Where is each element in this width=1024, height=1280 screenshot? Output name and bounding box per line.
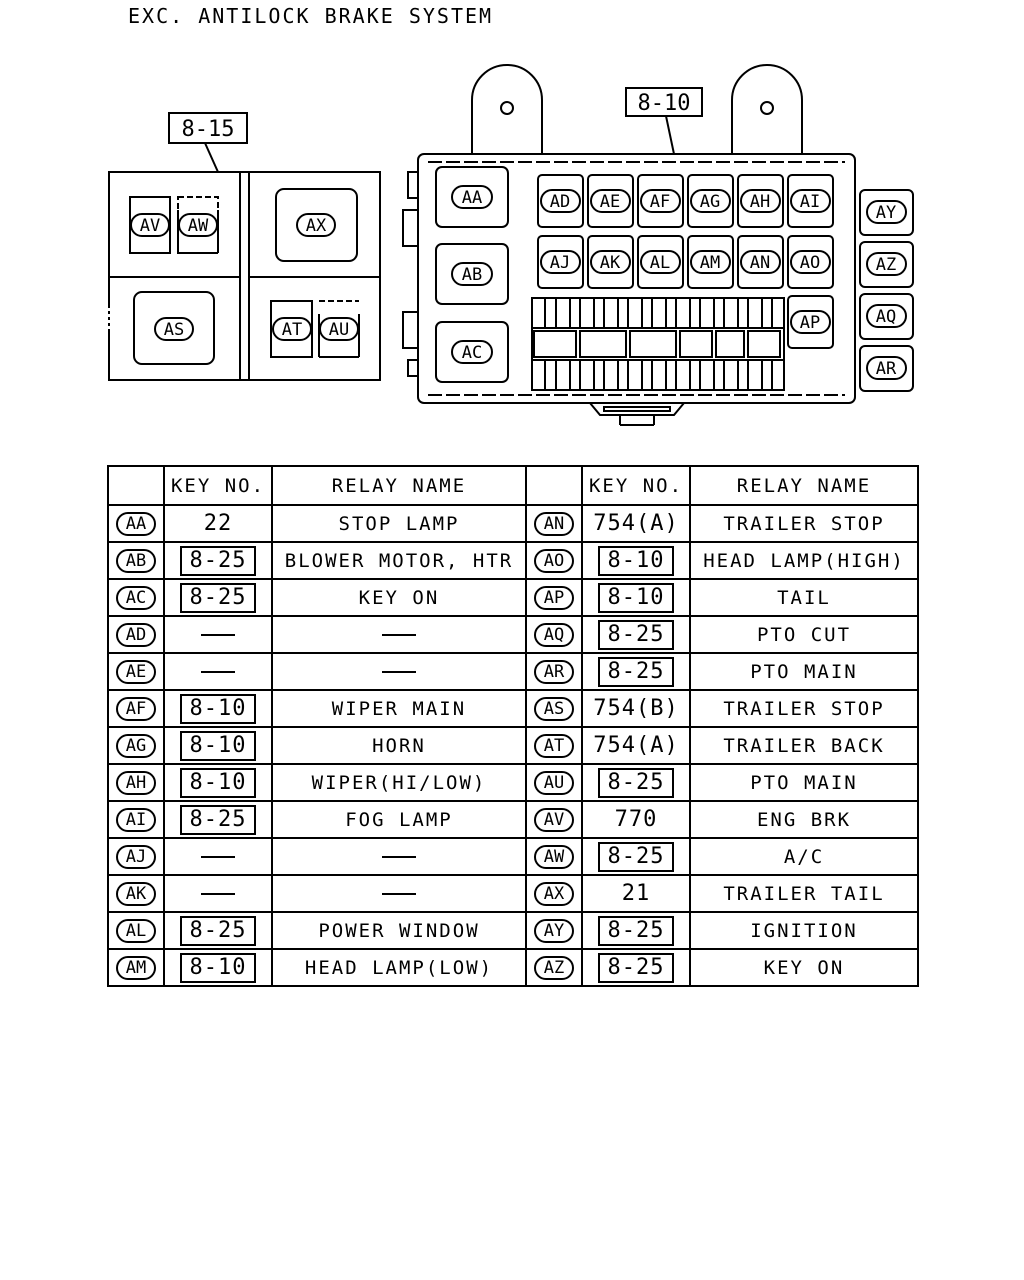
key-no-cell <box>582 801 690 838</box>
relay-label-ai-text: AI <box>799 192 821 212</box>
relay-label-ar-text: AR <box>875 359 897 379</box>
key-number: 22 <box>203 510 233 536</box>
relay-name-cell <box>272 690 526 727</box>
dash-placeholder <box>382 634 416 636</box>
relay-name: PTO MAIN <box>750 660 858 683</box>
relay-name-cell <box>690 505 918 542</box>
relay-id-cell <box>108 875 164 912</box>
relay-id-cell <box>108 727 164 764</box>
relay-name: TRAILER BACK <box>723 734 885 757</box>
relay-name: WIPER(HI/LOW) <box>311 771 487 794</box>
relay-name-cell <box>690 838 918 875</box>
key-no-cell <box>582 616 690 653</box>
key-ref-box: 8-10 <box>180 768 257 798</box>
relay-id-cell <box>108 912 164 949</box>
relay-name: TRAILER STOP <box>723 697 885 720</box>
key-number: 21 <box>621 880 651 906</box>
relay-label-ae-text: AE <box>599 192 621 212</box>
relay-name-cell <box>690 764 918 801</box>
relay-id-cell <box>526 949 582 986</box>
relay-id-cell <box>526 838 582 875</box>
table-row <box>108 838 918 875</box>
relay-id-badge: AP <box>534 586 574 610</box>
relay-name-cell <box>690 579 918 616</box>
relay-name: TRAILER STOP <box>723 512 885 535</box>
dash-placeholder <box>382 893 416 895</box>
relay-label-au-text: AU <box>328 320 350 340</box>
relay-label-al-text: AL <box>649 253 671 273</box>
key-ref-box: 8-25 <box>598 620 675 650</box>
relay-name: HORN <box>372 734 426 757</box>
relay-name-cell <box>272 616 526 653</box>
key-ref-box: 8-25 <box>598 657 675 687</box>
relay-label-ac-text: AC <box>461 343 483 363</box>
relay-id-badge: AQ <box>534 623 574 647</box>
relay-name-cell <box>690 690 918 727</box>
relay-id-cell <box>526 616 582 653</box>
relay-label-as-text: AS <box>163 320 185 340</box>
relay-id-badge: AT <box>534 734 574 758</box>
table-row <box>108 764 918 801</box>
key-no-cell <box>164 912 272 949</box>
key-no-cell <box>164 838 272 875</box>
relay-name: TRAILER TAIL <box>723 882 885 905</box>
key-no-cell <box>164 801 272 838</box>
relay-id-cell <box>108 616 164 653</box>
dash-placeholder <box>201 634 235 636</box>
relay-id-cell <box>108 838 164 875</box>
key-no-cell <box>582 912 690 949</box>
key-no-cell <box>164 542 272 579</box>
relay-name: A/C <box>783 845 825 868</box>
relay-id-badge: AV <box>534 808 574 832</box>
relay-name: TAIL <box>777 586 831 609</box>
relay-id-badge: AL <box>116 919 156 943</box>
dash-placeholder <box>382 856 416 858</box>
key-no-cell <box>164 764 272 801</box>
relay-label-ah-text: AH <box>749 192 771 212</box>
relay-name-cell <box>690 912 918 949</box>
relay-name-cell <box>272 801 526 838</box>
key-no-cell <box>164 616 272 653</box>
relay-id-cell <box>526 690 582 727</box>
relay-name: PTO MAIN <box>750 771 858 794</box>
relay-id-cell <box>526 801 582 838</box>
relay-id-cell <box>526 505 582 542</box>
main-relay-box <box>403 65 913 425</box>
dash-placeholder <box>382 671 416 673</box>
relay-label-af-text: AF <box>649 192 671 212</box>
relay-label-ap-text: AP <box>799 313 821 333</box>
key-no-cell <box>164 690 272 727</box>
relay-name: ENG BRK <box>756 808 852 831</box>
header-relay-name-left: RELAY NAME <box>272 466 526 505</box>
relay-label-an-text: AN <box>749 253 771 273</box>
relay-id-badge: AI <box>116 808 156 832</box>
relay-id-cell <box>526 579 582 616</box>
table-row <box>108 579 918 616</box>
relay-id-cell <box>526 912 582 949</box>
relay-label-av-text: AV <box>139 216 161 236</box>
key-ref-box: 8-10 <box>598 583 675 613</box>
relay-name-cell <box>272 505 526 542</box>
table-row <box>108 801 918 838</box>
key-no-cell <box>164 505 272 542</box>
dash-placeholder <box>201 893 235 895</box>
relay-id-badge: AD <box>116 623 156 647</box>
relay-name-cell <box>690 949 918 986</box>
key-ref-box: 8-10 <box>598 546 675 576</box>
key-number: 754(B) <box>593 695 679 721</box>
relay-id-badge: AA <box>116 512 156 536</box>
relay-table <box>107 465 919 987</box>
relay-name: HEAD LAMP(HIGH) <box>703 549 905 572</box>
table-row <box>108 690 918 727</box>
relay-name-cell <box>272 949 526 986</box>
relay-name: FOG LAMP <box>345 808 453 831</box>
relay-name: BLOWER MOTOR, HTR <box>284 549 514 572</box>
relay-id-cell <box>526 727 582 764</box>
relay-name-cell <box>272 875 526 912</box>
key-ref-box: 8-10 <box>180 694 257 724</box>
dash-placeholder <box>201 671 235 673</box>
table-row <box>108 616 918 653</box>
relay-name-cell <box>690 727 918 764</box>
key-ref-box: 8-25 <box>598 916 675 946</box>
relay-name-cell <box>690 801 918 838</box>
relay-name: KEY ON <box>763 956 845 979</box>
relay-table-body <box>108 505 918 986</box>
relay-label-ag-text: AG <box>699 192 721 212</box>
relay-name: WIPER MAIN <box>331 697 467 720</box>
relay-name-cell <box>272 838 526 875</box>
relay-name: HEAD LAMP(LOW) <box>304 956 494 979</box>
relay-id-badge: AH <box>116 771 156 795</box>
relay-label-aq-text: AQ <box>875 307 897 327</box>
relay-id-cell <box>526 653 582 690</box>
relay-name-cell <box>272 912 526 949</box>
header-key-no-left: KEY NO. <box>164 466 272 505</box>
key-number: 754(A) <box>593 732 679 758</box>
key-number: 770 <box>614 806 658 832</box>
header-relay-name-right: RELAY NAME <box>690 466 918 505</box>
relay-id-badge: AF <box>116 697 156 721</box>
relay-id-cell <box>526 542 582 579</box>
relay-id-cell <box>526 875 582 912</box>
relay-label-az-text: AZ <box>875 255 897 275</box>
key-ref-box: 8-10 <box>180 731 257 761</box>
key-no-cell <box>164 949 272 986</box>
table-row <box>108 542 918 579</box>
relay-id-cell <box>108 801 164 838</box>
relay-id-cell <box>108 653 164 690</box>
relay-id-badge: AK <box>116 882 156 906</box>
relay-id-badge: AN <box>534 512 574 536</box>
key-no-cell <box>164 727 272 764</box>
table-header-row <box>108 466 918 505</box>
key-no-cell <box>582 838 690 875</box>
relay-name: KEY ON <box>358 586 440 609</box>
key-no-cell <box>582 875 690 912</box>
relay-id-cell <box>108 690 164 727</box>
relay-name-cell <box>272 653 526 690</box>
relay-name-cell <box>690 653 918 690</box>
key-no-cell <box>582 764 690 801</box>
header-key-no-right: KEY NO. <box>582 466 690 505</box>
key-no-cell <box>582 727 690 764</box>
header-id-right <box>526 466 582 505</box>
dash-placeholder <box>201 856 235 858</box>
relay-name-cell <box>690 875 918 912</box>
relay-id-badge: AU <box>534 771 574 795</box>
header-id-left <box>108 466 164 505</box>
key-no-cell <box>582 542 690 579</box>
relay-label-aa-text: AA <box>461 188 483 208</box>
relay-id-badge: AO <box>534 549 574 573</box>
key-ref-box: 8-10 <box>180 953 257 983</box>
key-ref-box: 8-25 <box>180 916 257 946</box>
relay-id-badge: AW <box>534 845 574 869</box>
relay-label-ab-text: AB <box>461 265 483 285</box>
table-row <box>108 912 918 949</box>
table-row <box>108 949 918 986</box>
key-no-cell <box>164 579 272 616</box>
relay-label-aj-text: AJ <box>549 253 571 273</box>
key-no-cell <box>582 949 690 986</box>
left-box-ref: 8-15 <box>181 117 235 142</box>
relay-id-cell <box>108 505 164 542</box>
relay-label-ax-text: AX <box>305 216 327 236</box>
relay-name-cell <box>272 727 526 764</box>
relay-name-cell <box>272 542 526 579</box>
relay-box-diagram <box>0 0 1024 460</box>
relay-name-cell <box>272 764 526 801</box>
key-ref-box: 8-25 <box>598 842 675 872</box>
relay-id-cell <box>108 579 164 616</box>
relay-id-cell <box>108 542 164 579</box>
relay-name-cell <box>690 542 918 579</box>
relay-label-ad-text: AD <box>549 192 571 212</box>
relay-id-badge: AY <box>534 919 574 943</box>
key-no-cell <box>582 579 690 616</box>
relay-label-at-text: AT <box>281 320 303 340</box>
key-no-cell <box>582 505 690 542</box>
relay-id-badge: AS <box>534 697 574 721</box>
relay-id-badge: AR <box>534 660 574 684</box>
relay-label-aw-text: AW <box>187 216 209 236</box>
relay-id-cell <box>108 764 164 801</box>
relay-id-cell <box>108 949 164 986</box>
page-title: EXC. ANTILOCK BRAKE SYSTEM <box>128 4 494 28</box>
relay-id-badge: AB <box>116 549 156 573</box>
relay-name: PTO CUT <box>756 623 852 646</box>
relay-id-badge: AX <box>534 882 574 906</box>
relay-id-badge: AE <box>116 660 156 684</box>
key-ref-box: 8-25 <box>598 768 675 798</box>
key-no-cell <box>582 690 690 727</box>
relay-name: IGNITION <box>750 919 858 942</box>
relay-id-cell <box>526 764 582 801</box>
key-ref-box: 8-25 <box>180 546 257 576</box>
key-no-cell <box>582 653 690 690</box>
relay-name: STOP LAMP <box>338 512 460 535</box>
relay-id-badge: AJ <box>116 845 156 869</box>
relay-label-am-text: AM <box>699 253 721 273</box>
table-row <box>108 505 918 542</box>
table-row <box>108 727 918 764</box>
relay-label-ak-text: AK <box>599 253 621 273</box>
table-row <box>108 875 918 912</box>
relay-label-ay-text: AY <box>875 203 897 223</box>
key-ref-box: 8-25 <box>598 953 675 983</box>
relay-id-badge: AC <box>116 586 156 610</box>
relay-id-badge: AG <box>116 734 156 758</box>
main-box-ref: 8-10 <box>637 91 691 116</box>
relay-id-badge: AM <box>116 956 156 980</box>
relay-name: POWER WINDOW <box>318 919 480 942</box>
key-number: 754(A) <box>593 510 679 536</box>
table-row <box>108 653 918 690</box>
key-no-cell <box>164 653 272 690</box>
relay-label-ao-text: AO <box>799 253 821 273</box>
key-ref-box: 8-25 <box>180 805 257 835</box>
relay-name-cell <box>272 579 526 616</box>
key-ref-box: 8-25 <box>180 583 257 613</box>
relay-id-badge: AZ <box>534 956 574 980</box>
relay-name-cell <box>690 616 918 653</box>
key-no-cell <box>164 875 272 912</box>
